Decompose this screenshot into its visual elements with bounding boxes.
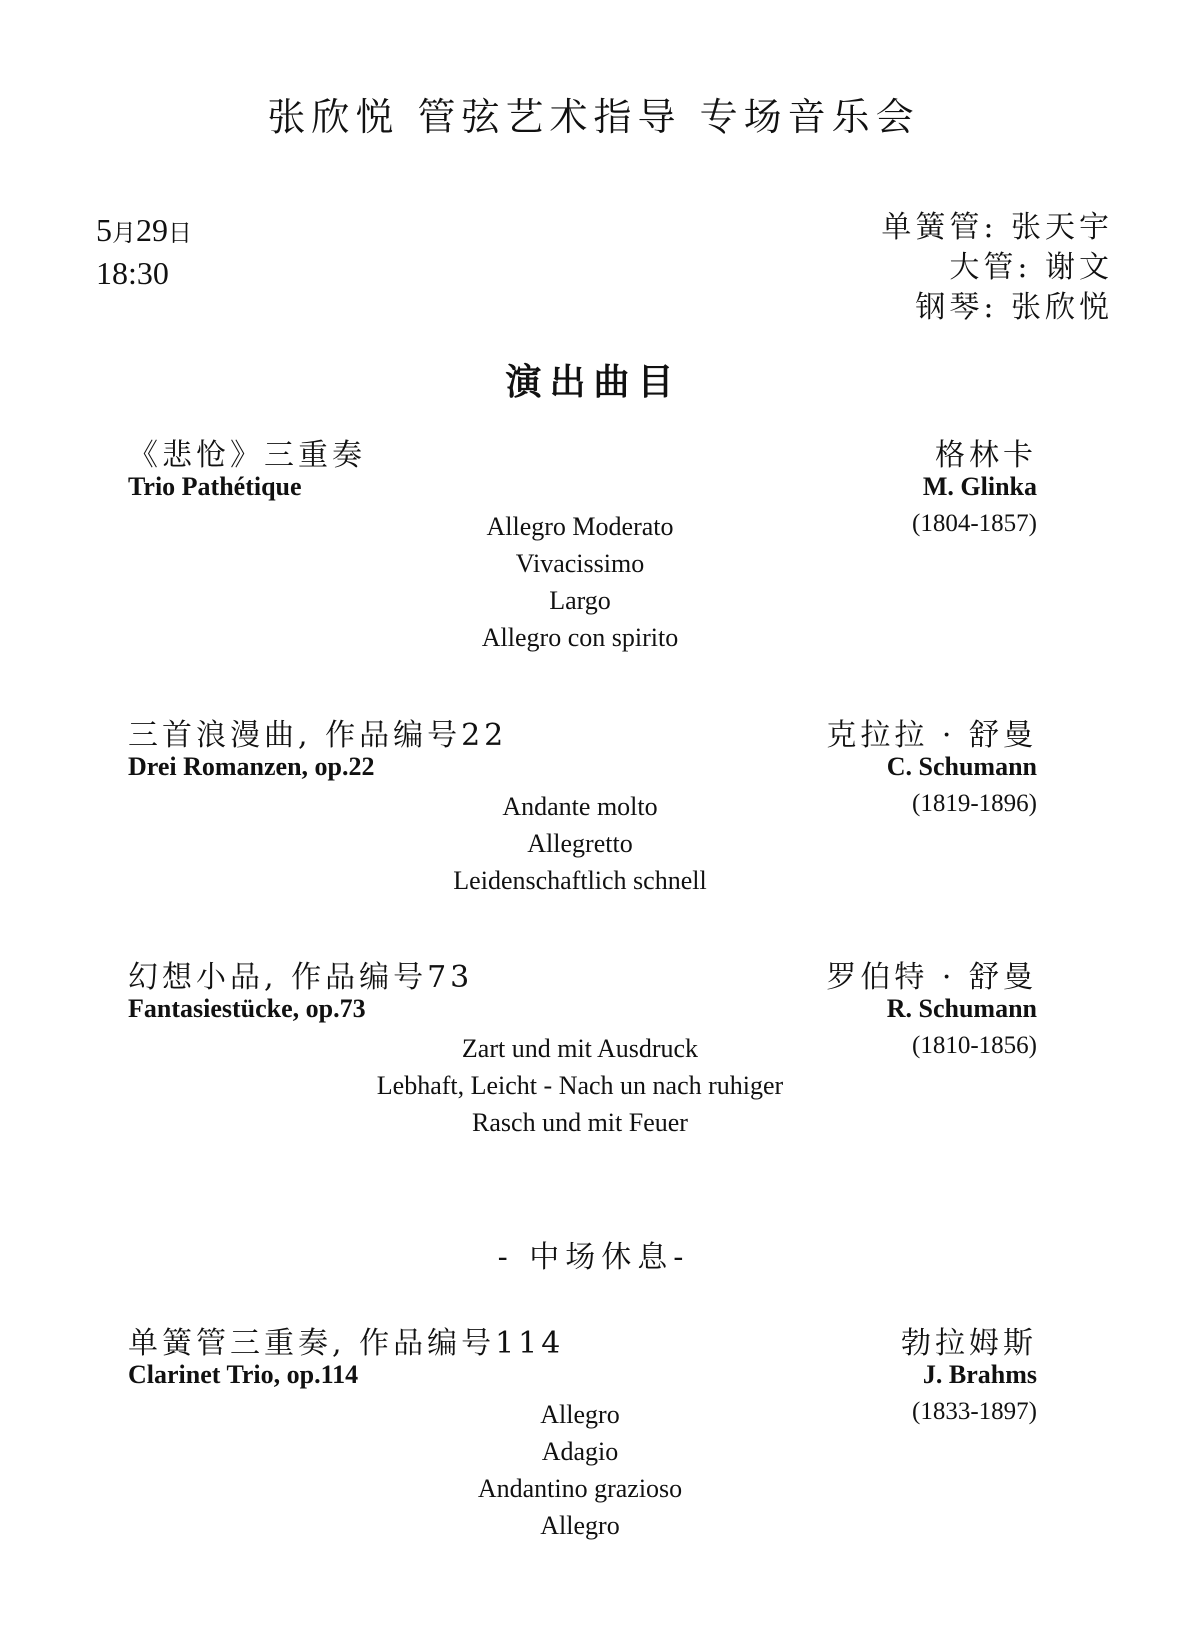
intermission-label: - 中场休息- (497, 1240, 690, 1275)
date-time-block (96, 210, 192, 293)
performers-list (881, 208, 1113, 328)
movement-list (300, 508, 860, 656)
movement: Andante molto (502, 792, 658, 821)
movement: Lebhaft, Leicht - Nach un nach ruhiger (376, 1071, 784, 1100)
movement: Allegro (540, 1400, 620, 1429)
movement-list (300, 1030, 860, 1141)
piece-title-en: Clarinet Trio, op.114 (128, 1360, 359, 1389)
performer-role: 钢琴: (915, 290, 998, 325)
concert-date (96, 210, 192, 253)
movement: Leidenschaftlich schnell (453, 866, 707, 895)
piece-title-cn: 三首浪漫曲, 作品编号22 (128, 718, 508, 753)
piece-title-cn: 单簧管三重奏, 作品编号114 (128, 1326, 565, 1361)
date-day-number: 29 (136, 212, 168, 248)
composer-name-en: M. Glinka (922, 472, 1037, 501)
date-day-label: 日 (168, 219, 192, 247)
performer-role: 大管: (949, 250, 1032, 285)
piece-title-cn: 幻想小品, 作品编号73 (128, 960, 474, 995)
movement: Allegro Moderato (486, 512, 674, 541)
composer-name-en: J. Brahms (922, 1360, 1037, 1389)
piece-title-en: Trio Pathétique (128, 472, 302, 501)
composer-name-cn: 勃拉姆斯 (901, 1326, 1037, 1361)
date-month-label: 月 (112, 219, 136, 247)
piece-title-en: Fantasiestücke, op.73 (128, 994, 366, 1023)
performer-name: 张欣悦 (1011, 290, 1113, 325)
movement: Andantino grazioso (477, 1474, 683, 1503)
composer-years: (1810-1856) (912, 1032, 1037, 1059)
movement: Adagio (541, 1437, 619, 1466)
movement: Largo (549, 586, 611, 615)
composer-name-cn: 克拉拉 · 舒曼 (826, 718, 1037, 753)
piece-title-en: Drei Romanzen, op.22 (128, 752, 375, 781)
composer-years: (1804-1857) (912, 510, 1037, 537)
composer-years: (1833-1897) (912, 1398, 1037, 1425)
performer-name: 谢文 (1045, 250, 1113, 285)
composer-name-en: R. Schumann (886, 994, 1037, 1023)
movement: Allegro con spirito (481, 623, 679, 652)
program-heading: 演出曲目 (505, 361, 682, 403)
composer-years: (1819-1896) (912, 790, 1037, 817)
composer-name-cn: 格林卡 (935, 438, 1037, 473)
composer-name-en: C. Schumann (886, 752, 1037, 781)
movement: Allegretto (527, 829, 633, 858)
movement-list (300, 1396, 860, 1544)
performer-role: 单簧管: (881, 210, 998, 245)
date-month-number: 5 (96, 212, 112, 248)
movement-list (300, 788, 860, 899)
movement: Allegro (540, 1511, 620, 1540)
concert-title: 张欣悦 管弦艺术指导 专场音乐会 (267, 95, 920, 139)
performer-bassoon (881, 248, 1113, 288)
movement: Vivacissimo (515, 549, 645, 578)
movement: Rasch und mit Feuer (472, 1108, 688, 1137)
piece-title-cn: 《悲怆》三重奏 (128, 438, 366, 473)
performer-piano (881, 288, 1113, 328)
performer-name: 张天宇 (1011, 210, 1113, 245)
performer-clarinet (881, 208, 1113, 248)
movement: Zart und mit Ausdruck (461, 1034, 699, 1063)
composer-name-cn: 罗伯特 · 舒曼 (826, 960, 1037, 995)
concert-time: 18:30 (96, 255, 169, 291)
